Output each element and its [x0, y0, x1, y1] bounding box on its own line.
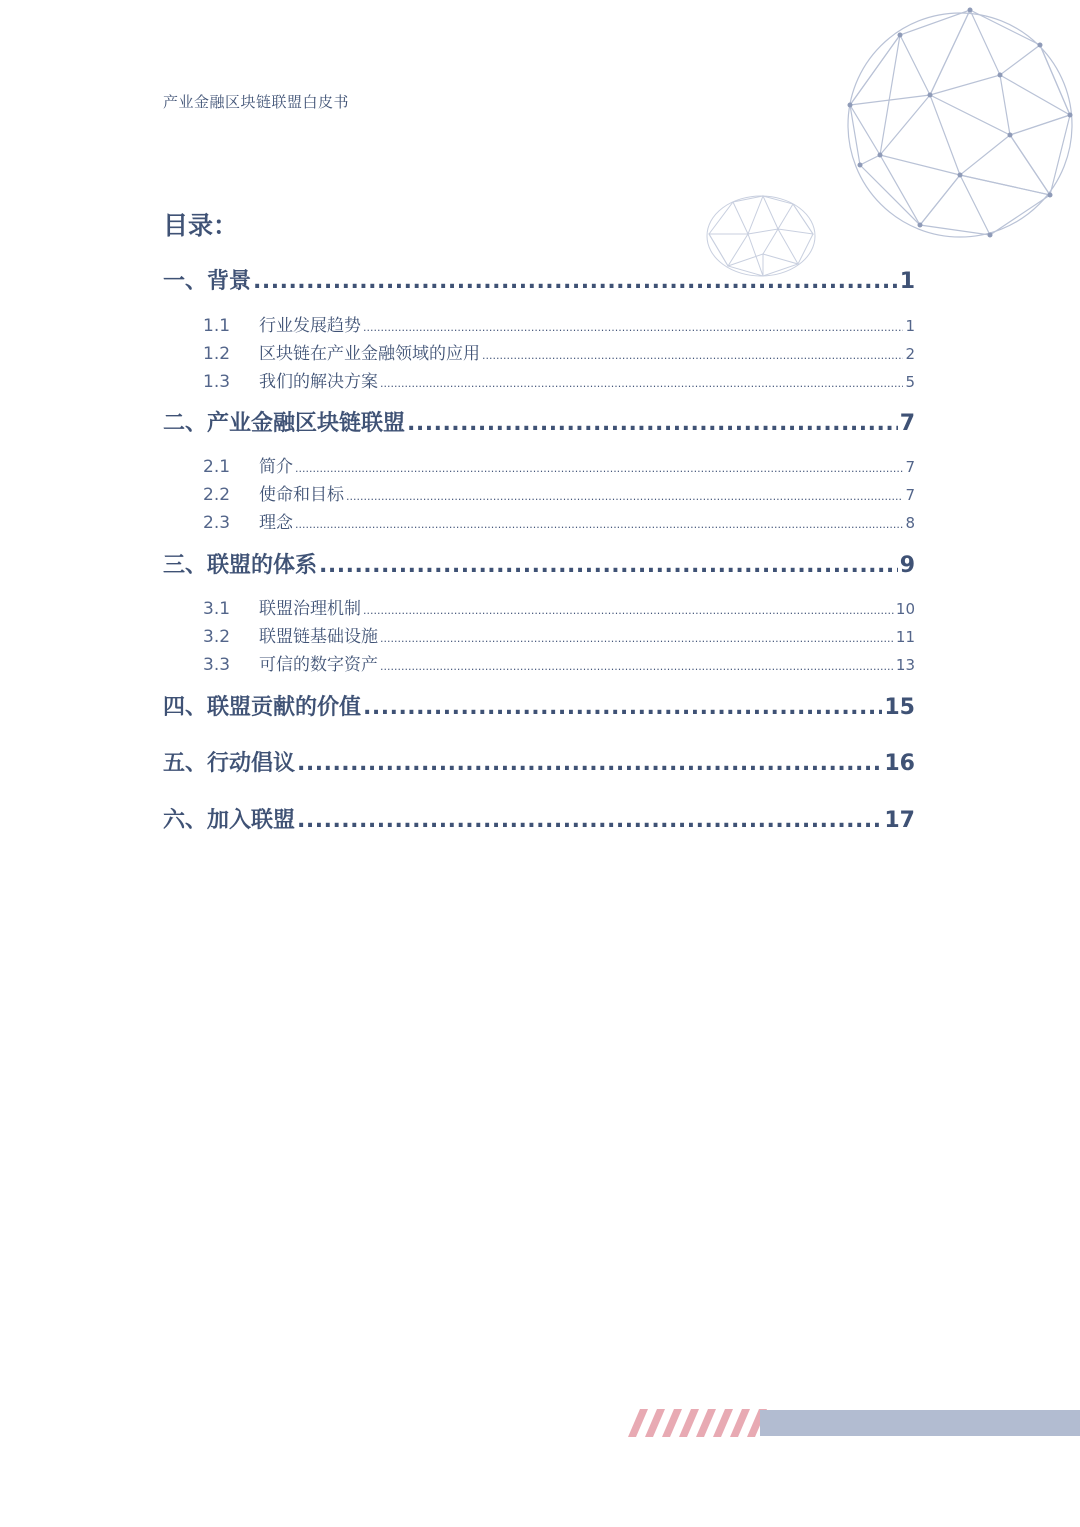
toc-entry-label: 三、联盟的体系 [163, 553, 318, 578]
toc-subsection-2-3[interactable] [203, 508, 915, 532]
toc-entry-number: 3.2 [203, 627, 231, 647]
toc-entry-page: 15 [884, 695, 915, 720]
toc-entry-page: 17 [884, 808, 915, 833]
toc-entry-page: 5 [905, 373, 915, 391]
toc-entry-label: 简介 [259, 457, 293, 477]
toc-entry-page: 13 [895, 656, 915, 674]
toc-entry-label: 四、联盟贡献的价值 [163, 695, 362, 720]
toc-entry-label: 一、背景 [163, 269, 252, 294]
toc-subsection-2-2[interactable] [203, 480, 915, 504]
toc-entry-label: 区块链在产业金融领域的应用 [259, 344, 480, 364]
toc-entry-page: 7 [905, 486, 915, 504]
toc-entry-page: 9 [899, 553, 915, 578]
toc-entry-page: 11 [895, 628, 915, 646]
toc-subsection-1-3[interactable] [203, 367, 915, 391]
footer-stripes-decoration [618, 1409, 778, 1437]
toc-entry-label: 五、行动倡议 [163, 751, 296, 776]
toc-leader-dots [407, 411, 898, 436]
toc-entry-number: 1.3 [203, 372, 231, 392]
toc-entry-label: 六、加入联盟 [163, 808, 296, 833]
document-header-title: 产业金融区块链联盟白皮书 [163, 93, 350, 111]
toc-entry-page: 8 [905, 514, 915, 532]
toc-heading: 目录： [163, 211, 239, 240]
toc-entry-number: 2.2 [203, 485, 231, 505]
toc-entry-label: 理念 [259, 513, 293, 533]
toc-entry-page: 7 [899, 411, 915, 436]
toc-subsection-3-1[interactable] [203, 594, 915, 618]
toc-entry-number: 2.1 [203, 457, 231, 477]
toc-leader-dots [297, 751, 882, 776]
network-sphere-large-icon [840, 5, 1080, 245]
toc-section-3[interactable] [163, 548, 915, 578]
toc-entry-number: 1.2 [203, 344, 231, 364]
toc-entry-page: 16 [884, 751, 915, 776]
toc-entry-number: 3.1 [203, 599, 231, 619]
toc-leader-dots [363, 321, 903, 334]
toc-subsection-3-2[interactable] [203, 622, 915, 646]
toc-section-4[interactable] [163, 690, 915, 720]
toc-subsection-3-3[interactable] [203, 650, 915, 674]
toc-leader-dots [380, 377, 903, 390]
footer-bar-decoration [760, 1410, 1080, 1436]
toc-entry-page: 1 [899, 269, 915, 294]
toc-entry-page: 10 [895, 600, 915, 618]
toc-entry-number: 2.3 [203, 513, 231, 533]
toc-entry-label: 使命和目标 [259, 485, 344, 505]
toc-leader-dots [380, 660, 894, 673]
toc-entry-label: 联盟治理机制 [259, 599, 361, 619]
toc-entry-page: 1 [905, 317, 915, 335]
toc-entry-label: 联盟链基础设施 [259, 627, 378, 647]
toc-entry-page: 2 [905, 345, 915, 363]
toc-section-5[interactable] [163, 746, 915, 776]
toc-leader-dots [253, 269, 898, 294]
toc-leader-dots [297, 808, 882, 833]
toc-leader-dots [346, 490, 903, 503]
toc-subsection-2-1[interactable] [203, 452, 915, 476]
toc-entry-page: 7 [905, 458, 915, 476]
toc-entry-number: 3.3 [203, 655, 231, 675]
toc-entry-number: 1.1 [203, 316, 231, 336]
toc-leader-dots [482, 349, 903, 362]
toc-entry-label: 二、产业金融区块链联盟 [163, 411, 406, 436]
toc-leader-dots [363, 695, 882, 720]
toc-section-6[interactable] [163, 803, 915, 833]
toc-subsection-1-2[interactable] [203, 339, 915, 363]
toc-leader-dots [380, 632, 894, 645]
toc-entry-label: 可信的数字资产 [259, 655, 378, 675]
toc-section-1[interactable] [163, 264, 915, 294]
toc-entry-label: 我们的解决方案 [259, 372, 378, 392]
toc-section-2[interactable] [163, 406, 915, 436]
toc-leader-dots [363, 604, 894, 617]
toc-leader-dots [295, 462, 903, 475]
toc-leader-dots [319, 553, 898, 578]
toc-entry-label: 行业发展趋势 [259, 316, 361, 336]
toc-leader-dots [295, 518, 903, 531]
toc-subsection-1-1[interactable] [203, 311, 915, 335]
